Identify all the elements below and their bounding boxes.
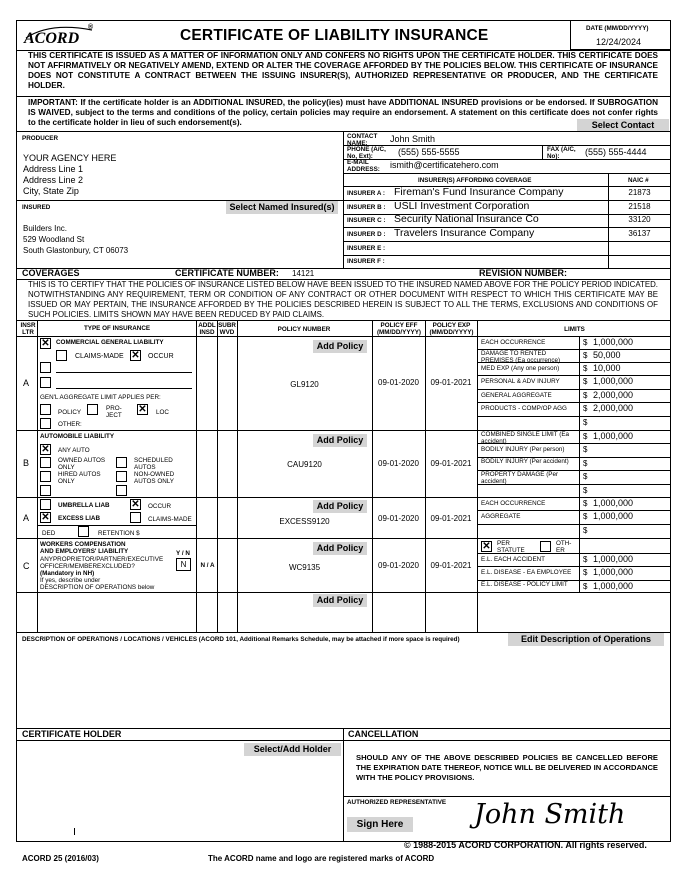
insurer-name: Travelers Insurance Company — [394, 227, 535, 239]
gl-occur-label: OCCUR — [148, 353, 174, 360]
umbrella-limit-label: EACH OCCURRENCE — [481, 500, 546, 507]
insurer-name: Fireman's Fund Insurance Company — [394, 186, 564, 198]
auto-limit-dollar: $ — [583, 486, 588, 495]
wc-question-5: DESCRIPTION OF OPERATIONS below — [40, 584, 155, 591]
wc-excluded-answer[interactable]: N — [176, 558, 191, 571]
wc-question-1: ANYPROPRIETOR/PARTNER/EXECUTIVE — [40, 556, 164, 563]
auto-blank-checkbox-2[interactable] — [116, 485, 127, 496]
contact-phone: (555) 555-5555 — [398, 147, 460, 157]
umbrella-limit-value: 1,000,000 — [593, 498, 634, 508]
auto-insurer-letter: B — [23, 458, 30, 468]
gl-policy-label: POLICY — [58, 409, 82, 416]
auto-any-auto-label: ANY AUTO — [58, 447, 90, 454]
umbrella-insurer-letter: A — [23, 513, 30, 523]
umbrella-limit-divider — [477, 510, 671, 511]
auto-limit-dollar: $ — [583, 459, 588, 468]
sign-here-button[interactable]: Sign Here — [347, 817, 413, 832]
producer-label: PRODUCER — [22, 135, 59, 142]
gl-limit-label: GENERAL AGGREGATE — [481, 392, 552, 399]
certificate-number: 14121 — [292, 269, 315, 278]
wc-limit-dollar: $ — [583, 555, 588, 564]
wc-title-2: AND EMPLOYERS' LIABILITY — [40, 548, 129, 555]
acord-logo — [20, 24, 100, 48]
gl-checkbox[interactable]: ✕ — [41, 338, 50, 349]
contact-name: John Smith — [390, 134, 436, 144]
select-holder-button[interactable]: Select/Add Holder — [244, 743, 341, 756]
gl-limit-divider — [477, 402, 671, 403]
col-addl: ADDL INSD — [198, 322, 216, 336]
auto-owned-checkbox[interactable] — [40, 457, 51, 468]
wc-limit-dollar: $ — [583, 568, 588, 577]
gl-limit-divider — [477, 389, 671, 390]
auto-owned-label: OWNED AUTOS ONLY — [58, 457, 106, 471]
gl-occur-checkbox[interactable]: ✕ — [131, 350, 140, 361]
gl-limit-divider — [477, 375, 671, 376]
excess-checkbox[interactable]: ✕ — [41, 512, 50, 523]
gl-limit-dollar: $ — [583, 391, 588, 400]
producer-line-1: YOUR AGENCY HERE — [23, 153, 117, 163]
gl-limit-label: DAMAGE TO RENTED PREMISES (Ea occurrence) — [481, 350, 561, 364]
auto-limit-label: BODILY INJURY (Per person) — [481, 446, 565, 453]
cancellation-text: SHOULD ANY OF THE ABOVE DESCRIBED POLICIES BE CANCELLED BEFORE THE EXPIRATION DATE THEREOF, NOTICE WILL BE DELIVERED IN ACCORDANCE WITH THE POLICY PROVISIONS. — [356, 753, 658, 782]
auto-limit-dollar: $ — [583, 432, 588, 441]
gl-limit-dollar: $ — [583, 404, 588, 413]
gl-limit-label: EACH OCCURRENCE — [481, 339, 546, 346]
wc-insurer-letter: C — [23, 561, 30, 571]
gl-exp-date: 09-01-2021 — [430, 378, 472, 387]
wc-na-label: N / A — [200, 562, 215, 569]
copyright: © 1988-2015 ACORD CORPORATION. All rights reserved. — [404, 840, 647, 850]
wc-other-label: OTH-ER — [556, 540, 572, 554]
umbrella-eff-date: 09-01-2020 — [378, 514, 419, 523]
gl-limit-value: 2,000,000 — [593, 403, 634, 413]
col-eff: POLICY EFF (MM/DD/YYYY) — [376, 322, 422, 336]
wc-limit-value: 1,000,000 — [593, 567, 634, 577]
wc-limit-divider — [477, 566, 671, 567]
wc-exp-date: 09-01-2021 — [430, 561, 472, 570]
gl-limit-value: 1,000,000 — [593, 376, 634, 386]
umbrella-occur-label: OCCUR — [148, 503, 172, 510]
gl-project-checkbox[interactable] — [87, 404, 98, 415]
gl-blank-checkbox-1[interactable] — [40, 362, 51, 373]
add-policy-button-gl[interactable]: Add Policy — [313, 340, 367, 353]
insurer-label: INSURER F : — [347, 258, 385, 265]
auto-scheduled-label: SCHEDULED AUTOS — [134, 457, 173, 471]
gl-limit-label: PRODUCTS - COMP/OP AGG — [481, 405, 567, 412]
umbrella-retention-label: RETENTION $ — [98, 530, 140, 537]
insurer-label: INSURER D : — [347, 231, 386, 238]
gl-loc-label: LOC — [156, 409, 169, 416]
select-contact-button[interactable]: Select Contact — [577, 119, 669, 131]
auto-limit-dollar: $ — [583, 445, 588, 454]
producer-line-3: Address Line 2 — [23, 175, 84, 185]
umbrella-limit-value: 1,000,000 — [593, 511, 634, 521]
auto-any-auto-checkbox[interactable]: ✕ — [41, 444, 50, 455]
wc-limit-value: 1,000,000 — [593, 554, 634, 564]
notice-important: IMPORTANT: If the certificate holder is an ADDITIONAL INSURED, the policy(ies) must have ADDITIONAL INSURED provisions or be endorsed. If SUBROGATION IS WAIVED, subject to the terms and conditions of the policy, certain policies may require an endorsement. A statement on this certificate does not confer rights to the certificate holder in lieu of such endorsement(s). — [28, 98, 658, 127]
date-label: DATE (MM/DD/YYYY) — [586, 25, 649, 32]
wc-question-4: If yes, describe under — [40, 577, 101, 584]
select-named-insured-button[interactable]: Select Named Insured(s) — [226, 201, 338, 214]
insurer-name: USLI Investment Corporation — [394, 200, 530, 212]
umbrella-limit-dollar: $ — [583, 512, 588, 521]
cancellation-label: CANCELLATION — [348, 729, 419, 739]
contact-email: ismith@certificatehero.com — [390, 160, 499, 170]
form-id: ACORD 25 (2016/03) — [22, 854, 99, 863]
contact-fax: (555) 555-4444 — [585, 147, 647, 157]
certificate-number-label: CERTIFICATE NUMBER: — [175, 268, 279, 278]
contact-phone-label: PHONE (A/C, No, Ext): — [347, 146, 386, 160]
wc-question-2: OFFICER/MEMBEREXCLUDED? — [40, 563, 135, 570]
producer-line-4: City, State Zip — [23, 186, 79, 196]
gl-policy-number: GL9120 — [290, 380, 319, 389]
col-policy-number: POLICY NUMBER — [277, 326, 331, 333]
gl-limit-label: MED EXP (Any one person) — [481, 365, 560, 372]
umbrella-limit-dollar: $ — [583, 499, 588, 508]
wc-yn-label: Y / N — [176, 550, 190, 557]
auto-limit-divider — [477, 484, 671, 485]
umbrella-checkbox[interactable] — [40, 499, 51, 510]
insurer-naic: 33120 — [628, 215, 651, 224]
insurer-name: Security National Insurance Co — [394, 213, 539, 225]
gl-limit-value: 10,000 — [593, 363, 621, 373]
contact-name-label: CONTACT NAME: — [347, 133, 378, 147]
insurer-label: INSURER E : — [347, 245, 386, 252]
wc-eff-date: 09-01-2020 — [378, 561, 419, 570]
insurer-row-divider — [343, 255, 671, 256]
auto-limit-label: COMBINED SINGLE LIMIT (Ea accident) — [481, 431, 570, 445]
gl-limit-label: PERSONAL & ADV INJURY — [481, 378, 560, 385]
add-policy-button-umbrella[interactable]: Add Policy — [313, 500, 367, 513]
gl-claims-made-label: CLAIMS-MADE — [75, 353, 124, 360]
insured-line-3: South Glastonbury, CT 06073 — [23, 246, 129, 255]
gl-other-checkbox[interactable] — [40, 418, 51, 429]
wc-per-statute-label: PER STATUTE — [497, 540, 525, 554]
col-type: TYPE OF INSURANCE — [83, 325, 151, 332]
naic-label: NAIC # — [628, 177, 649, 184]
producer-line-2: Address Line 1 — [23, 164, 84, 174]
contact-fax-label: FAX (A/C, No): — [547, 146, 576, 160]
gl-limit-divider — [477, 416, 671, 417]
gl-title: COMMERCIAL GENERAL LIABILITY — [56, 339, 164, 346]
wc-title-1: WORKERS COMPENSATION — [40, 541, 126, 548]
gl-limit-value: 50,000 — [593, 350, 621, 360]
auto-hired-label: HIRED AUTOS ONLY — [58, 471, 101, 485]
gl-limit-value: 2,000,000 — [593, 390, 634, 400]
signature: John Smith — [474, 799, 626, 830]
wc-limit-label: E.L. EACH ACCIDENT — [481, 556, 546, 563]
gl-aggregate-label: GEN'L AGGREGATE LIMIT APPLIES PER: — [40, 394, 161, 401]
gl-policy-checkbox[interactable] — [40, 404, 51, 415]
insurer-label: INSURER A : — [347, 190, 386, 197]
insured-line-1: Builders Inc. — [23, 224, 68, 233]
auto-exp-date: 09-01-2021 — [430, 459, 472, 468]
col-subr: SUBR WVD — [218, 322, 236, 336]
gl-limit-dollar: $ — [583, 351, 588, 360]
auto-hired-checkbox[interactable] — [40, 471, 51, 482]
add-policy-button-extra[interactable]: Add Policy — [313, 594, 367, 607]
gl-limit-dollar: $ — [583, 364, 588, 373]
gl-other-label: OTHER: — [58, 421, 82, 428]
wc-policy-number: WC9135 — [288, 563, 321, 572]
wc-other-checkbox[interactable] — [540, 541, 551, 552]
auto-title: AUTOMOBILE LIABILITY — [40, 433, 115, 440]
revision-number-label: REVISION NUMBER: — [479, 268, 568, 278]
umbrella-retention-checkbox[interactable] — [78, 526, 89, 537]
gl-blank-checkbox-2[interactable] — [40, 377, 51, 388]
auto-limit-divider — [477, 443, 671, 444]
umbrella-exp-date: 09-01-2021 — [430, 514, 472, 523]
certificate-holder-label: CERTIFICATE HOLDER — [22, 729, 122, 739]
wc-limit-label: E.L. DISEASE - POLICY LIMIT — [481, 581, 568, 588]
authorized-rep-label: AUTHORIZED REPRESENTATIVE — [347, 799, 447, 806]
umbrella-limit-label: AGGREGATE — [481, 513, 521, 520]
gl-insurer-letter: A — [23, 378, 30, 388]
insurers-affording-label: INSURER(S) AFFORDING COVERAGE — [418, 177, 532, 184]
gl-limit-dollar: $ — [583, 418, 588, 427]
edit-description-button[interactable]: Edit Description of Operations — [508, 633, 664, 646]
auto-policy-number: CAU9120 — [287, 460, 322, 469]
umbrella-claims-made-label: CLAIMS-MADE — [148, 516, 192, 523]
insurer-naic: 36137 — [628, 229, 651, 238]
insurer-label: INSURER C : — [347, 217, 386, 224]
insurer-naic: 21873 — [628, 188, 651, 197]
gl-claims-made-checkbox[interactable] — [56, 350, 67, 361]
umbrella-label: UMBRELLA LIAB — [58, 502, 110, 509]
coverages-certify-text: THIS IS TO CERTIFY THAT THE POLICIES OF INSURANCE LISTED BELOW HAVE BEEN ISSUED TO THE INSURED NAMED ABOVE FOR THE POLICY PERIOD INDICATED. NOTWITHSTANDING ANY REQUIREMENT, TERM OR CONDITION OF ANY CONTRACT OR OTHER DOCUMENT WITH RESPECT TO WHICH THIS CERTIFICATE MAY BE ISSUED OR MAY PERTAIN, THE INSURANCE AFFORDED BY THE POLICIES DESCRIBED HEREIN IS SUBJECT TO ALL THE TERMS, EXCLUSIONS AND CONDITIONS OF SUCH POLICIES. LIMITS SHOWN MAY HAVE BEEN REDUCED BY PAID CLAIMS. — [28, 280, 658, 319]
contact-email-label: E-MAIL ADDRESS: — [347, 159, 380, 173]
auto-limit-label: BODILY INJURY (Per accident) — [481, 458, 569, 465]
insured-label: INSURED — [22, 204, 51, 211]
insurer-naic: 21518 — [628, 202, 651, 211]
wc-limit-dollar: $ — [583, 582, 588, 591]
insurer-row-divider — [343, 241, 671, 242]
notice-information-only: THIS CERTIFICATE IS ISSUED AS A MATTER OF INFORMATION ONLY AND CONFERS NO RIGHTS UPON THE CERTIFICATE HOLDER. THIS CERTIFICATE DOES NOT AFFIRMATIVELY OR NEGATIVELY AMEND, EXTEND OR ALTER THE COVERAGE AFFORDED BY THE POLICIES BELOW. THIS CERTIFICATE OF INSURANCE DOES NOT CONSTITUTE A CONTRACT BETWEEN THE ISSUING INSURER(S), AUTHORIZED REPRESENTATIVE OR PRODUCER, AND THE CERTIFICATE HOLDER. — [28, 51, 658, 90]
auto-limit-value: 1,000,000 — [593, 431, 634, 441]
gl-limit-divider — [477, 362, 671, 363]
gl-eff-date: 09-01-2020 — [378, 378, 419, 387]
date-value: 12/24/2024 — [596, 37, 642, 47]
umbrella-ded-label: DED — [42, 530, 56, 537]
wc-limit-value: 1,000,000 — [593, 581, 634, 591]
auto-limit-label: PROPERTY DAMAGE (Per accident) — [481, 471, 559, 485]
excess-label: EXCESS LIAB — [58, 515, 100, 522]
add-policy-button-wc[interactable]: Add Policy — [313, 542, 367, 555]
auto-blank-checkbox-1[interactable] — [40, 485, 51, 496]
gl-limit-dollar: $ — [583, 377, 588, 386]
col-insr-ltr: INSR LTR — [20, 322, 36, 336]
umbrella-limit-dollar: $ — [583, 526, 588, 535]
auto-eff-date: 09-01-2020 — [378, 459, 419, 468]
description-label: DESCRIPTION OF OPERATIONS / LOCATIONS / VEHICLES (ACORD 101, Additional Remarks Schedule, may be attached if more space is required) — [22, 636, 460, 643]
gl-project-label: PRO-JECT — [106, 405, 122, 419]
page-title: CERTIFICATE OF LIABILITY INSURANCE — [180, 27, 489, 44]
col-exp: POLICY EXP (MM/DD/YYYY) — [429, 322, 474, 336]
auto-non-owned-checkbox[interactable] — [116, 471, 127, 482]
wc-limit-label: E.L. DISEASE - EA EMPLOYEE — [481, 569, 572, 576]
umbrella-claims-made-checkbox[interactable] — [130, 512, 141, 523]
add-policy-button-auto[interactable]: Add Policy — [313, 434, 367, 447]
umbrella-limit-divider — [477, 524, 671, 525]
wc-question-3: (Mandatory in NH) — [40, 570, 95, 577]
auto-limit-dollar: $ — [583, 472, 588, 481]
trademark-notice: The ACORD name and logo are registered marks of ACORD — [208, 854, 435, 863]
col-limits: LIMITS — [564, 326, 585, 333]
gl-limit-dollar: $ — [583, 338, 588, 347]
coverages-label: COVERAGES — [22, 268, 80, 278]
umbrella-policy-number: EXCESS9120 — [279, 517, 330, 526]
insurer-label: INSURER B : — [347, 204, 386, 211]
acord-logo-text: ACORD — [24, 30, 80, 47]
gl-limit-value: 1,000,000 — [593, 337, 634, 347]
auto-scheduled-checkbox[interactable] — [116, 457, 127, 468]
insured-line-2: 529 Woodland St — [23, 235, 85, 244]
registered-mark: ® — [88, 24, 94, 31]
gl-loc-checkbox[interactable]: ✕ — [138, 404, 147, 415]
auto-non-owned-label: NON-OWNED AUTOS ONLY — [134, 471, 175, 485]
wc-per-statute-checkbox[interactable]: ✕ — [482, 541, 491, 552]
umbrella-occur-checkbox[interactable]: ✕ — [131, 499, 140, 510]
